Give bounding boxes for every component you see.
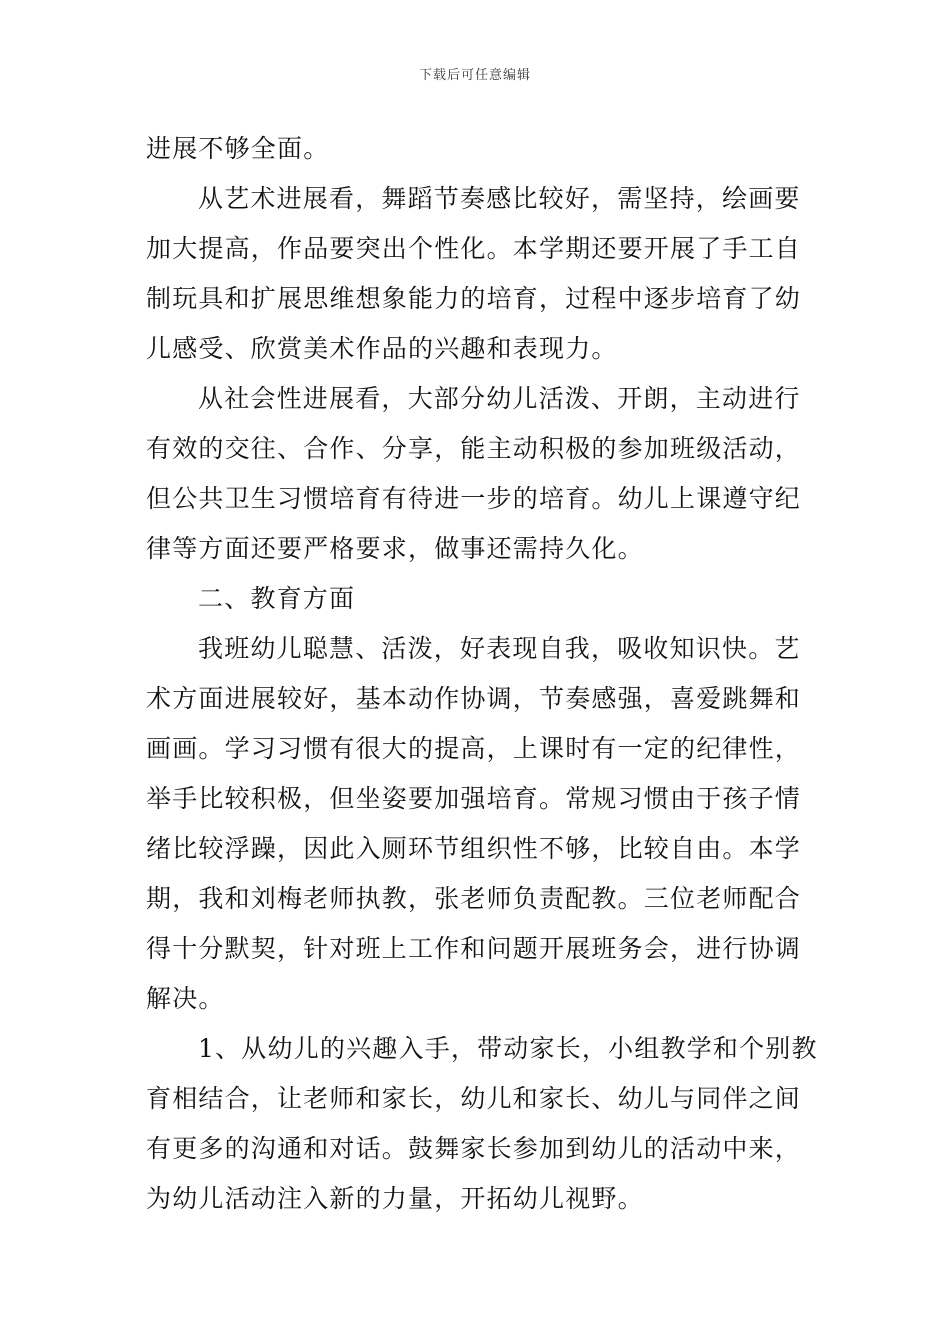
text-line: 儿感受、欣赏美术作品的兴趣和表现力。 bbox=[146, 334, 618, 363]
text-line: 但公共卫生习惯培育有待进一步的培育。幼儿上课遵守纪 bbox=[146, 484, 802, 513]
text-line: 加大提高，作品要突出个性化。本学期还要开展了手工自 bbox=[146, 234, 802, 263]
text-line: 制玩具和扩展思维想象能力的培育，过程中逐步培育了幼 bbox=[146, 284, 802, 313]
text-line: 得十分默契，针对班上工作和问题开展班务会，进行协调 bbox=[146, 934, 802, 963]
text-line: 有效的交往、合作、分享，能主动积极的参加班级活动， bbox=[146, 434, 802, 463]
text-line: 期，我和刘梅老师执教，张老师负责配教。三位老师配合 bbox=[146, 884, 802, 913]
section-heading: 二、教育方面 bbox=[198, 584, 356, 613]
text-line: 从社会性进展看，大部分幼儿活泼、开朗，主动进行 bbox=[198, 384, 801, 413]
text-line: 1、从幼儿的兴趣入手，带动家长，小组教学和个别教 bbox=[198, 1034, 818, 1063]
text-line: 解决。 bbox=[146, 984, 225, 1013]
text-line: 术方面进展较好，基本动作协调，节奏感强，喜爱跳舞和 bbox=[146, 684, 802, 713]
page-header: 下载后可任意编辑 bbox=[418, 68, 531, 83]
text-line: 进展不够全面。 bbox=[146, 134, 330, 163]
text-line: 举手比较积极，但坐姿要加强培育。常规习惯由于孩子情 bbox=[146, 784, 802, 813]
text-line: 律等方面还要严格要求，做事还需持久化。 bbox=[146, 534, 644, 563]
document-body bbox=[146, 124, 818, 1224]
text-line: 我班幼儿聪慧、活泼，好表现自我，吸收知识快。艺 bbox=[198, 634, 801, 663]
text-line: 画画。学习习惯有很大的提高，上课时有一定的纪律性， bbox=[146, 734, 802, 763]
text-line: 育相结合，让老师和家长，幼儿和家长、幼儿与同伴之间 bbox=[146, 1084, 802, 1113]
text-line: 为幼儿活动注入新的力量，开拓幼儿视野。 bbox=[146, 1184, 644, 1213]
text-line: 有更多的沟通和对话。鼓舞家长参加到幼儿的活动中来， bbox=[146, 1134, 802, 1163]
text-line: 绪比较浮躁，因此入厕环节组织性不够，比较自由。本学 bbox=[146, 834, 802, 863]
text-line: 从艺术进展看，舞蹈节奏感比较好，需坚持，绘画要 bbox=[198, 184, 801, 213]
